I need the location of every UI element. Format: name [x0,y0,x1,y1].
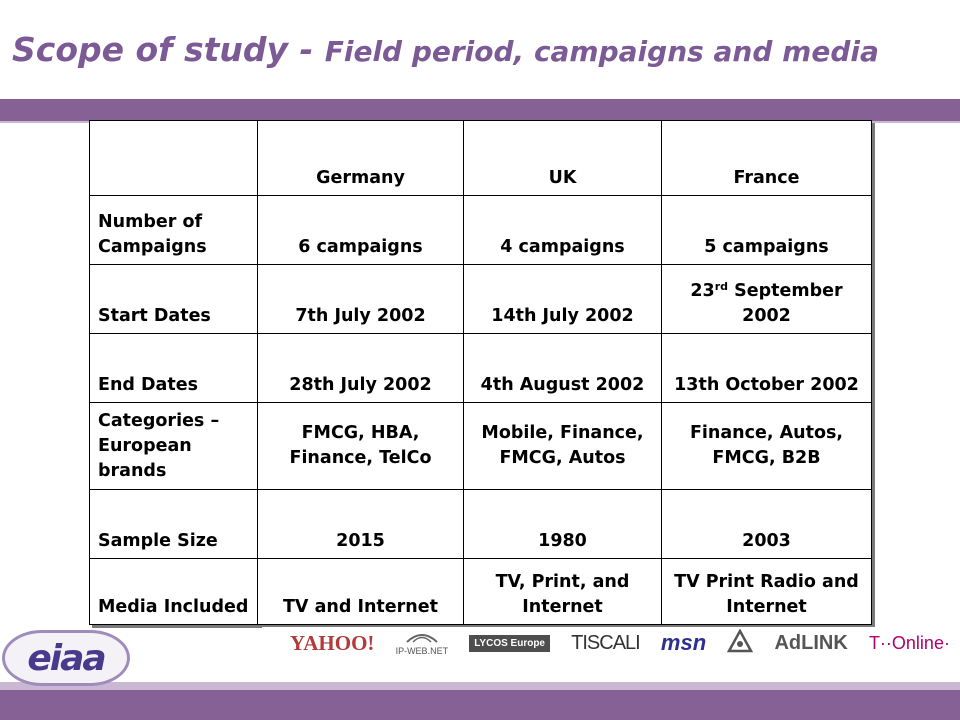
cell-uk-end: 4th August 2002 [464,334,662,403]
row-label-start-dates: Start Dates [90,265,258,334]
footer-band [0,690,960,720]
lycos-logo: LYCOS Europe [469,635,550,652]
cell-germany-media: TV and Internet [258,559,464,625]
ipweb-logo-text: IP-WEB.NET [395,646,449,656]
cell-france-sample: 2003 [662,490,872,559]
row-label-sample-size: Sample Size [90,490,258,559]
france-start-suffix: rd [714,280,729,293]
scope-table [89,120,872,625]
table-row [90,196,872,265]
cell-france-categories: Finance, Autos, FMCG, B2B [662,403,872,490]
cell-uk-start: 14th July 2002 [464,265,662,334]
cell-uk-categories: Mobile, Finance, FMCG, Autos [464,403,662,490]
ipweb-logo-icon [405,630,439,644]
partner-logo-strip [262,627,960,659]
row-label-categories: Categories – European brands [90,403,258,490]
france-start-rest: September 2002 [728,281,843,326]
title-main: Scope of study - [12,30,325,69]
header-france: France [662,121,872,196]
yahoo-logo: YAHOO! [290,630,375,655]
slide-title [12,30,952,69]
msn-logo: msn [660,630,707,655]
cell-france-media: TV Print Radio and Internet [662,559,872,625]
header-band [0,99,960,121]
cell-uk-sample: 1980 [464,490,662,559]
ipweb-logo [396,630,449,656]
cell-france-start [662,265,872,334]
header-germany: Germany [258,121,464,196]
cell-uk-campaigns: 4 campaigns [464,196,662,265]
title-sub: Field period, campaigns and media [324,35,879,68]
table-row [90,334,872,403]
header-uk: UK [464,121,662,196]
t-online-logo: T··Online· [868,632,950,653]
cell-uk-media: TV, Print, and Internet [464,559,662,625]
row-label-media: Media Included [90,559,258,625]
eiaa-logo: eiaa [2,630,130,686]
cell-france-campaigns: 5 campaigns [662,196,872,265]
table-row [90,403,872,490]
row-label-campaigns: Number of Campaigns [90,196,258,265]
cell-germany-campaigns: 6 campaigns [258,196,464,265]
pyramid-icon [727,629,753,658]
cell-germany-sample: 2015 [258,490,464,559]
table-header-row [90,121,872,196]
table-row [90,490,872,559]
table-row [90,265,872,334]
cell-france-end: 13th October 2002 [662,334,872,403]
adlink-logo: AdLINK [774,631,848,654]
cell-germany-categories: FMCG, HBA, Finance, TelCo [258,403,464,490]
header-cell-empty [90,121,258,196]
cell-germany-end: 28th July 2002 [258,334,464,403]
table-row [90,559,872,625]
tiscali-logo: TISCALI [571,631,640,654]
france-start-day: 23 [690,281,715,301]
row-label-end-dates: End Dates [90,334,258,403]
cell-germany-start: 7th July 2002 [258,265,464,334]
